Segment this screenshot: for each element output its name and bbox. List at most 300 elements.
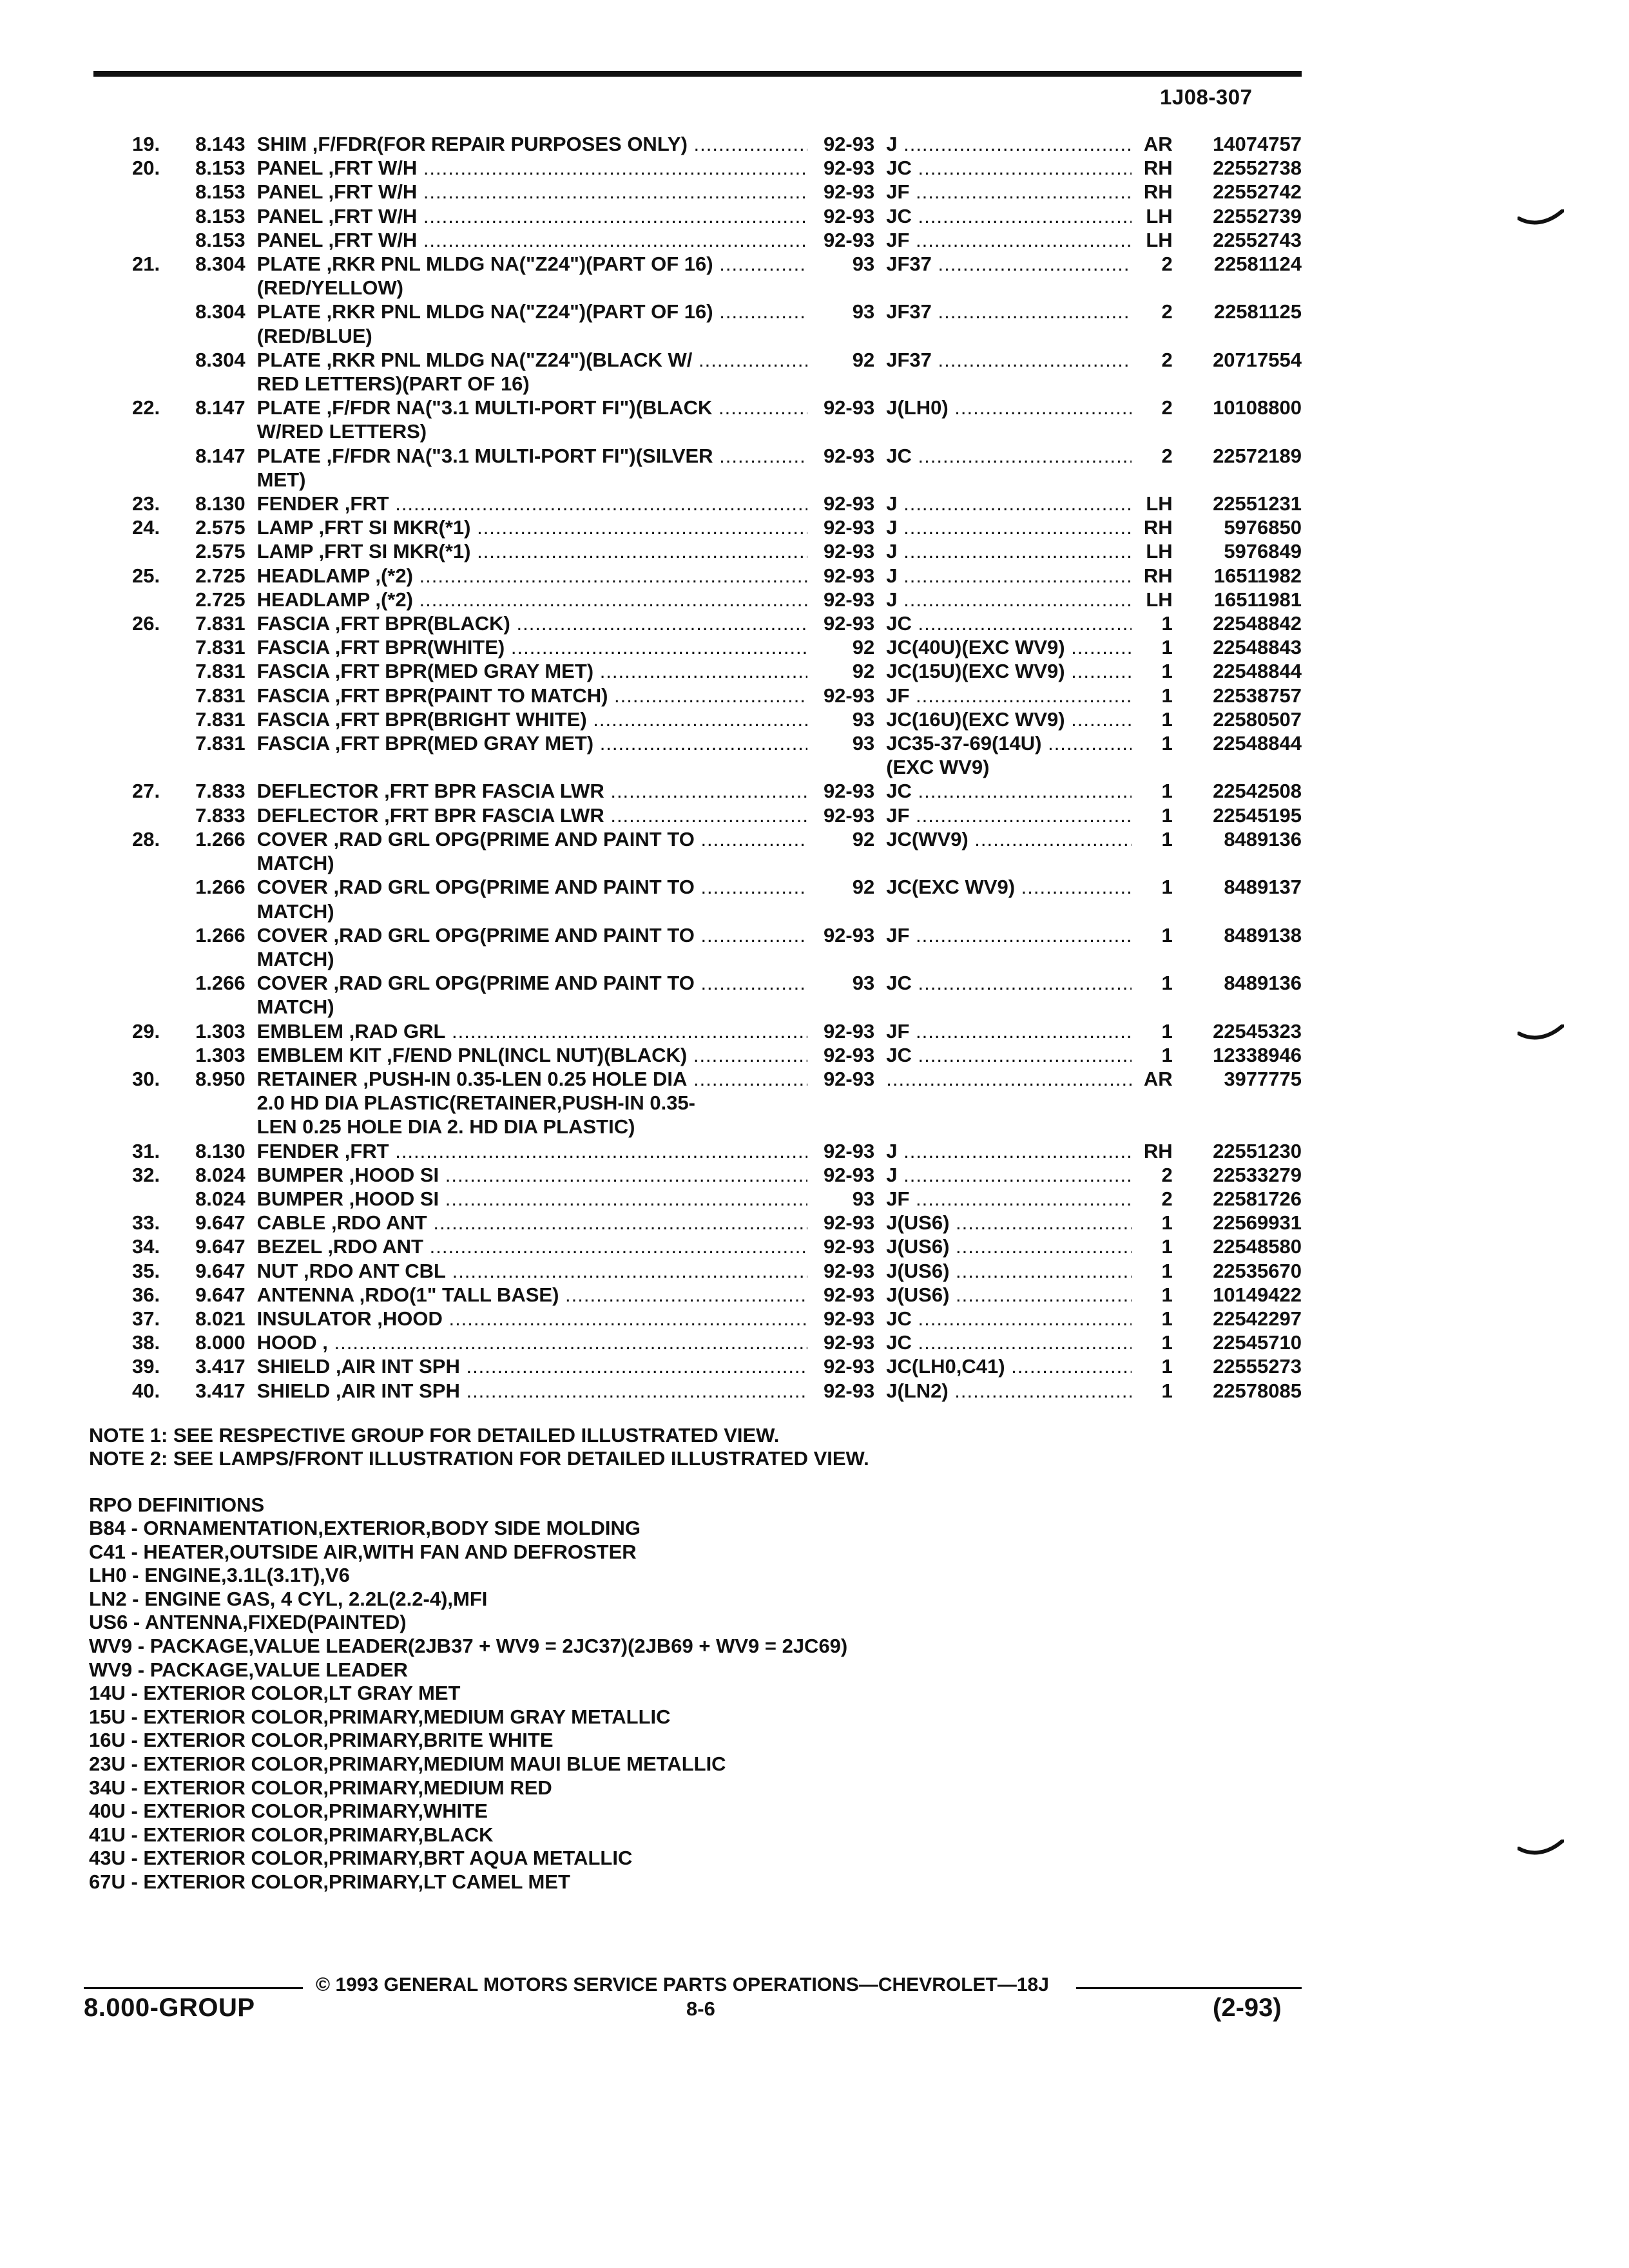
- model-usage-text: J .....: [886, 492, 1131, 515]
- part-name: PLATE: [256, 444, 321, 467]
- part-number: [1179, 324, 1302, 348]
- part-number: 14074757: [1213, 133, 1302, 155]
- ref-number: [93, 180, 186, 204]
- model-years: 92-93: [823, 157, 875, 180]
- model-usage-text: JC(16U)(EXC WV9) .....: [886, 707, 1131, 731]
- part-number: 22581125: [1213, 300, 1302, 323]
- model-years: 92-93: [823, 564, 875, 587]
- part-detail: 2.0 HD DIA PLASTIC(RETAINER,PUSH-IN 0.35-: [256, 1091, 696, 1115]
- model-years: 92-93: [823, 684, 875, 707]
- part-description: [257, 1139, 807, 1163]
- group-number: 2.725: [195, 588, 246, 611]
- table-row-continuation: [93, 851, 1302, 875]
- model-usage: [886, 995, 1131, 1019]
- group-number: 3.417: [195, 1355, 246, 1378]
- group-number: 3.417: [195, 1379, 246, 1402]
- rpo-definition: 34U - EXTERIOR COLOR,PRIMARY,MEDIUM RED: [89, 1776, 552, 1799]
- part-description: [257, 899, 807, 923]
- model-years: 92-93: [823, 780, 875, 803]
- ref-number: 40.: [132, 1379, 160, 1402]
- part-description: [257, 1259, 807, 1283]
- table-row-continuation: [93, 276, 1302, 300]
- table-row: [93, 1019, 1302, 1043]
- group-number: 8.153: [195, 204, 246, 227]
- table-row: [93, 156, 1302, 180]
- model-usage: [886, 1331, 1131, 1354]
- model-years: 93: [852, 253, 875, 276]
- rpo-definition: LN2 - ENGINE GAS, 4 CYL, 2.2L(2.2-4),MFI: [89, 1587, 488, 1610]
- model-usage: [886, 1259, 1131, 1283]
- rpo-definition: 23U - EXTERIOR COLOR,PRIMARY,MEDIUM MAUI BLUE METALLIC: [89, 1752, 726, 1775]
- table-row-continuation: [93, 468, 1302, 492]
- model-usage: [886, 659, 1131, 683]
- part-detail: ,FRT: [339, 1139, 389, 1162]
- model-years: 92-93: [823, 492, 875, 515]
- table-row: [93, 1163, 1302, 1187]
- quantity: RH: [1143, 157, 1173, 180]
- description-text: [257, 564, 807, 588]
- description-text: [257, 1019, 807, 1043]
- ref-number: 31.: [132, 1139, 160, 1162]
- part-description: [257, 851, 807, 875]
- part-name: FASCIA: [256, 707, 330, 731]
- model-years: [807, 468, 887, 492]
- part-detail: ,RDO ANT: [325, 1211, 427, 1235]
- description-text: [257, 707, 807, 731]
- part-description: [257, 755, 807, 779]
- part-detail: MATCH): [256, 899, 334, 923]
- group-number: 8.147: [195, 396, 246, 419]
- part-name: INSULATOR: [256, 1307, 372, 1330]
- group-number: 7.831: [195, 684, 246, 707]
- group-number: 1.303: [195, 1043, 246, 1066]
- group-number: 8.000: [195, 1331, 246, 1354]
- description-text: [257, 779, 807, 803]
- notes-section: [89, 1424, 1249, 1470]
- model-years: 92-93: [823, 444, 875, 467]
- quantity: 1: [1161, 1331, 1173, 1354]
- part-detail: ,FRT W/H: [322, 228, 418, 251]
- quantity: 2: [1161, 1163, 1173, 1186]
- part-detail: ,FRT SI MKR(*1): [313, 540, 471, 563]
- ref-number: 25.: [132, 564, 160, 587]
- table-row: [93, 1067, 1302, 1091]
- part-detail: ,FRT BPR(PAINT TO MATCH): [329, 684, 608, 707]
- model-usage-text: J .....: [886, 132, 1131, 156]
- ref-number: 26.: [132, 612, 160, 635]
- model-usage-text: JF37 .....: [886, 300, 1131, 323]
- description-text: [257, 300, 807, 323]
- model-usage-text: JC(EXC WV9) .....: [886, 875, 1131, 899]
- ref-number: [93, 444, 186, 468]
- description-text: [257, 252, 807, 276]
- part-description: [257, 468, 807, 492]
- group-number: 1.266: [195, 876, 246, 899]
- model-usage-text: JC .....: [886, 971, 1131, 995]
- model-usage-text: J(LH0) .....: [886, 396, 1131, 419]
- quantity: 1: [1161, 1307, 1173, 1330]
- quantity: 1: [1161, 1259, 1173, 1282]
- description-text: [257, 348, 807, 372]
- description-text: [257, 1235, 807, 1258]
- quantity: LH: [1146, 228, 1173, 251]
- group-number: 8.021: [195, 1307, 246, 1330]
- description-text: [257, 204, 807, 228]
- table-row: [93, 1139, 1302, 1163]
- part-description: [257, 492, 807, 515]
- part-name: DEFLECTOR: [256, 803, 379, 827]
- part-description: [257, 1283, 807, 1307]
- quantity: LH: [1146, 492, 1173, 515]
- quantity: 1: [1161, 612, 1173, 635]
- description-text: [257, 659, 807, 683]
- quantity: [1132, 276, 1179, 300]
- group-number: 2.575: [195, 516, 246, 539]
- model-usage: [886, 396, 1131, 419]
- model-usage: [886, 1187, 1131, 1211]
- part-description: [257, 827, 807, 851]
- model-usage: [886, 827, 1131, 851]
- part-description: [257, 684, 807, 707]
- table-row: [93, 1307, 1302, 1331]
- part-name: BUMPER: [256, 1163, 343, 1186]
- quantity: AR: [1143, 133, 1173, 155]
- part-number: [1179, 995, 1302, 1019]
- model-years: [807, 372, 887, 396]
- model-usage-text: JF37 .....: [886, 348, 1131, 372]
- part-number: 22548844: [1213, 732, 1302, 755]
- group-number: [186, 851, 257, 875]
- part-detail: MATCH): [256, 995, 334, 1019]
- table-row: [93, 779, 1302, 803]
- part-detail: ,FRT: [339, 492, 389, 515]
- description-text: [257, 923, 807, 947]
- ref-number: [93, 372, 186, 396]
- model-years: 92-93: [823, 516, 875, 539]
- part-detail: ,FRT SI MKR(*1): [313, 516, 471, 539]
- ref-number: [93, 1187, 186, 1211]
- quantity: 2: [1161, 300, 1173, 323]
- ref-number: [93, 755, 186, 779]
- model-usage-text: (EXC WV9): [886, 756, 990, 779]
- model-usage: [886, 300, 1131, 323]
- description-text: [257, 468, 306, 491]
- part-number: 22545195: [1213, 803, 1302, 827]
- model-usage: [886, 132, 1131, 156]
- group-number: [186, 1115, 257, 1139]
- quantity: AR: [1143, 1067, 1173, 1090]
- part-name: LAMP: [256, 516, 313, 539]
- description-text: [257, 1163, 807, 1187]
- table-row-continuation: [93, 1115, 1302, 1139]
- model-years: 92-93: [823, 1211, 875, 1235]
- part-number: 5976850: [1224, 516, 1302, 539]
- table-row: [93, 1259, 1302, 1283]
- part-detail: RED LETTERS)(PART OF 16): [256, 372, 530, 396]
- table-row: [93, 204, 1302, 228]
- ref-number: 21.: [132, 253, 160, 276]
- model-usage: [886, 588, 1131, 611]
- part-name: PANEL: [256, 204, 323, 227]
- model-years: 92-93: [823, 540, 875, 563]
- group-number: 8.024: [195, 1163, 246, 1186]
- part-description: [257, 803, 807, 827]
- model-years: 93: [852, 707, 875, 731]
- ref-number: [93, 419, 186, 443]
- note-1: NOTE 1: SEE RESPECTIVE GROUP FOR DETAILED ILLUSTRATED VIEW.: [89, 1424, 780, 1446]
- model-years: 92-93: [823, 204, 875, 227]
- description-text: [257, 1354, 807, 1378]
- rpo-definition: 40U - EXTERIOR COLOR,PRIMARY,WHITE: [89, 1800, 488, 1823]
- table-row: [93, 492, 1302, 515]
- model-usage: [886, 492, 1131, 515]
- model-usage-text: JC .....: [886, 204, 1131, 228]
- model-usage: [886, 1307, 1131, 1331]
- model-usage-text: [886, 1067, 1131, 1091]
- rpo-definition: 67U - EXTERIOR COLOR,PRIMARY,LT CAMEL MET: [89, 1870, 570, 1893]
- model-usage-text: JC .....: [886, 156, 1131, 180]
- part-number: [1179, 755, 1302, 779]
- model-years: 92-93: [823, 1355, 875, 1378]
- ref-number: 24.: [132, 516, 160, 539]
- model-usage: [886, 851, 1131, 875]
- part-name: PANEL: [256, 157, 323, 180]
- binder-hole-mark-icon: [1518, 1840, 1564, 1859]
- part-number: 12338946: [1213, 1043, 1302, 1066]
- quantity: [1132, 947, 1179, 971]
- part-name: FASCIA: [256, 732, 330, 755]
- model-usage-text: JC .....: [886, 1307, 1131, 1331]
- model-years: [807, 324, 887, 348]
- model-years: 92-93: [823, 1043, 875, 1066]
- ref-number: 29.: [132, 1019, 160, 1043]
- model-years: 93: [852, 300, 875, 323]
- description-text: [257, 1187, 807, 1211]
- part-description: [257, 1235, 807, 1258]
- model-usage: [886, 1043, 1131, 1067]
- model-usage: [886, 419, 1131, 443]
- description-text: [257, 444, 807, 468]
- quantity: 2: [1161, 396, 1173, 419]
- quantity: RH: [1143, 1139, 1173, 1162]
- model-usage-text: JF .....: [886, 803, 1131, 827]
- quantity: 1: [1161, 972, 1173, 995]
- part-number: [1179, 276, 1302, 300]
- model-usage-text: JF37 .....: [886, 252, 1131, 276]
- part-name: RETAINER: [256, 1067, 358, 1090]
- table-row: [93, 923, 1302, 947]
- part-description: [257, 132, 807, 156]
- description-text: [257, 1067, 807, 1091]
- model-usage: [886, 1139, 1131, 1163]
- part-description: [257, 1163, 807, 1187]
- part-detail: ,FRT BPR(BLACK): [329, 612, 510, 635]
- part-number: 22555273: [1213, 1355, 1302, 1378]
- part-description: [257, 204, 807, 228]
- group-number: 1.303: [195, 1019, 246, 1043]
- group-number: [186, 276, 257, 300]
- description-text: [257, 156, 807, 180]
- binder-hole-mark-icon: [1518, 209, 1564, 229]
- quantity: 1: [1161, 660, 1173, 683]
- quantity: [1132, 851, 1179, 875]
- model-years: 92: [852, 827, 875, 850]
- group-number: [186, 324, 257, 348]
- rpo-definition: 14U - EXTERIOR COLOR,LT GRAY MET: [89, 1682, 461, 1705]
- part-detail: ,RAD GRL OPG(PRIME AND PAINT TO: [327, 972, 695, 995]
- part-description: [257, 228, 807, 252]
- part-number: [1179, 1115, 1302, 1139]
- part-detail: ,F/FDR NA("3.1 MULTI-PORT FI")(BLACK: [320, 396, 713, 419]
- table-row: [93, 707, 1302, 731]
- rpo-definition: 15U - EXTERIOR COLOR,PRIMARY,MEDIUM GRAY METALLIC: [89, 1705, 671, 1728]
- model-usage: [886, 444, 1131, 468]
- table-row: [93, 684, 1302, 707]
- model-years: 92-93: [823, 180, 875, 204]
- table-row-continuation: [93, 995, 1302, 1019]
- quantity: 1: [1161, 780, 1173, 803]
- group-number: [186, 1091, 257, 1115]
- quantity: 1: [1161, 1043, 1173, 1066]
- part-detail: ,(*2): [369, 588, 413, 611]
- part-number: 22548580: [1213, 1235, 1302, 1258]
- table-row: [93, 539, 1302, 563]
- part-number: [1179, 468, 1302, 492]
- model-usage: [886, 1379, 1131, 1403]
- part-description: [257, 611, 807, 635]
- group-number: 8.304: [195, 348, 246, 371]
- footer-group-label: 8.000-GROUP: [84, 1994, 255, 2022]
- part-description: [257, 923, 807, 947]
- quantity: RH: [1143, 180, 1173, 204]
- model-years: 92-93: [823, 1307, 875, 1330]
- description-text: [257, 396, 807, 419]
- quantity: 1: [1161, 803, 1173, 827]
- table-row: [93, 180, 1302, 204]
- part-detail: ,HOOD: [371, 1307, 443, 1330]
- model-usage-text: J(US6) .....: [886, 1259, 1131, 1283]
- part-description: [257, 276, 807, 300]
- description-text: [257, 325, 372, 347]
- description-text: [257, 827, 807, 851]
- part-number: 22538757: [1213, 684, 1302, 707]
- model-usage-text: JC35-37-69(14U) .....: [886, 731, 1131, 755]
- description-text: [257, 1283, 807, 1307]
- part-description: [257, 635, 807, 659]
- group-number: 9.647: [195, 1211, 246, 1235]
- description-text: [257, 611, 807, 635]
- model-years: 92-93: [823, 1067, 875, 1090]
- part-description: [257, 300, 807, 323]
- part-number: 8489136: [1224, 827, 1302, 850]
- quantity: [1132, 419, 1179, 443]
- quantity: RH: [1143, 564, 1173, 587]
- description-text: [257, 1115, 635, 1138]
- table-row: [93, 659, 1302, 683]
- model-years: [807, 419, 887, 443]
- part-number: 22545710: [1213, 1331, 1302, 1354]
- description-text: [257, 995, 334, 1018]
- part-number: 8489137: [1224, 876, 1302, 899]
- model-usage-text: J .....: [886, 539, 1131, 563]
- rpo-title: RPO DEFINITIONS: [89, 1494, 265, 1516]
- part-name: EMBLEM: [256, 1019, 343, 1043]
- model-years: [807, 755, 887, 779]
- part-name: FASCIA: [256, 612, 330, 635]
- part-description: [257, 156, 807, 180]
- part-detail: ,FRT BPR(WHITE): [329, 636, 505, 659]
- part-name: LAMP: [256, 540, 313, 563]
- part-name: FASCIA: [256, 684, 330, 707]
- part-name: EMBLEM KIT: [256, 1043, 381, 1066]
- ref-number: [93, 707, 186, 731]
- model-usage-text: JC(40U)(EXC WV9) .....: [886, 635, 1131, 659]
- description-text: [257, 948, 334, 970]
- part-description: [257, 1043, 807, 1067]
- model-usage-text: J(US6) .....: [886, 1283, 1131, 1307]
- model-years: [807, 899, 887, 923]
- group-number: 2.575: [195, 540, 246, 563]
- model-years: 92-93: [823, 133, 875, 155]
- part-name: BEZEL: [256, 1235, 322, 1258]
- part-detail: ,RAD GRL OPG(PRIME AND PAINT TO: [327, 923, 695, 947]
- ref-number: 39.: [132, 1355, 160, 1378]
- part-name: PLATE: [256, 396, 321, 419]
- part-name: HEADLAMP: [256, 564, 370, 587]
- model-usage-text: JC .....: [886, 444, 1131, 468]
- part-number: 22581124: [1213, 253, 1302, 276]
- model-usage-text: JF .....: [886, 1187, 1131, 1211]
- table-row-continuation: [93, 372, 1302, 396]
- quantity: LH: [1146, 540, 1173, 563]
- model-usage-text: JC .....: [886, 611, 1131, 635]
- part-detail: W/RED LETTERS): [256, 420, 427, 443]
- group-number: 8.950: [195, 1067, 246, 1090]
- description-text: [257, 539, 807, 563]
- ref-number: [93, 731, 186, 755]
- model-years: 92-93: [823, 1019, 875, 1043]
- table-row: [93, 971, 1302, 995]
- group-number: [186, 419, 257, 443]
- description-text: [257, 803, 807, 827]
- quantity: 2: [1161, 444, 1173, 467]
- group-number: 8.153: [195, 228, 246, 251]
- part-detail: MATCH): [256, 947, 334, 970]
- table-row: [93, 132, 1302, 156]
- table-row: [93, 564, 1302, 588]
- part-name: PANEL: [256, 228, 323, 251]
- part-number: [1179, 947, 1302, 971]
- part-name: DEFLECTOR: [256, 780, 379, 803]
- quantity: 1: [1161, 1355, 1173, 1378]
- table-row: [93, 635, 1302, 659]
- table-row: [93, 588, 1302, 611]
- description-text: [257, 228, 807, 252]
- description-text: [257, 971, 807, 995]
- part-detail: ,(*2): [369, 564, 413, 587]
- part-name: PANEL: [256, 180, 323, 204]
- model-usage-text: J .....: [886, 564, 1131, 588]
- model-usage-text: JC .....: [886, 779, 1131, 803]
- part-name: CABLE: [256, 1211, 326, 1235]
- part-description: [257, 419, 807, 443]
- ref-number: [93, 971, 186, 995]
- quantity: 1: [1161, 1019, 1173, 1043]
- part-detail: ,F/FDR NA("3.1 MULTI-PORT FI")(SILVER: [320, 444, 713, 467]
- ref-number: 20.: [132, 157, 160, 180]
- model-years: 93: [852, 972, 875, 995]
- model-years: [807, 276, 887, 300]
